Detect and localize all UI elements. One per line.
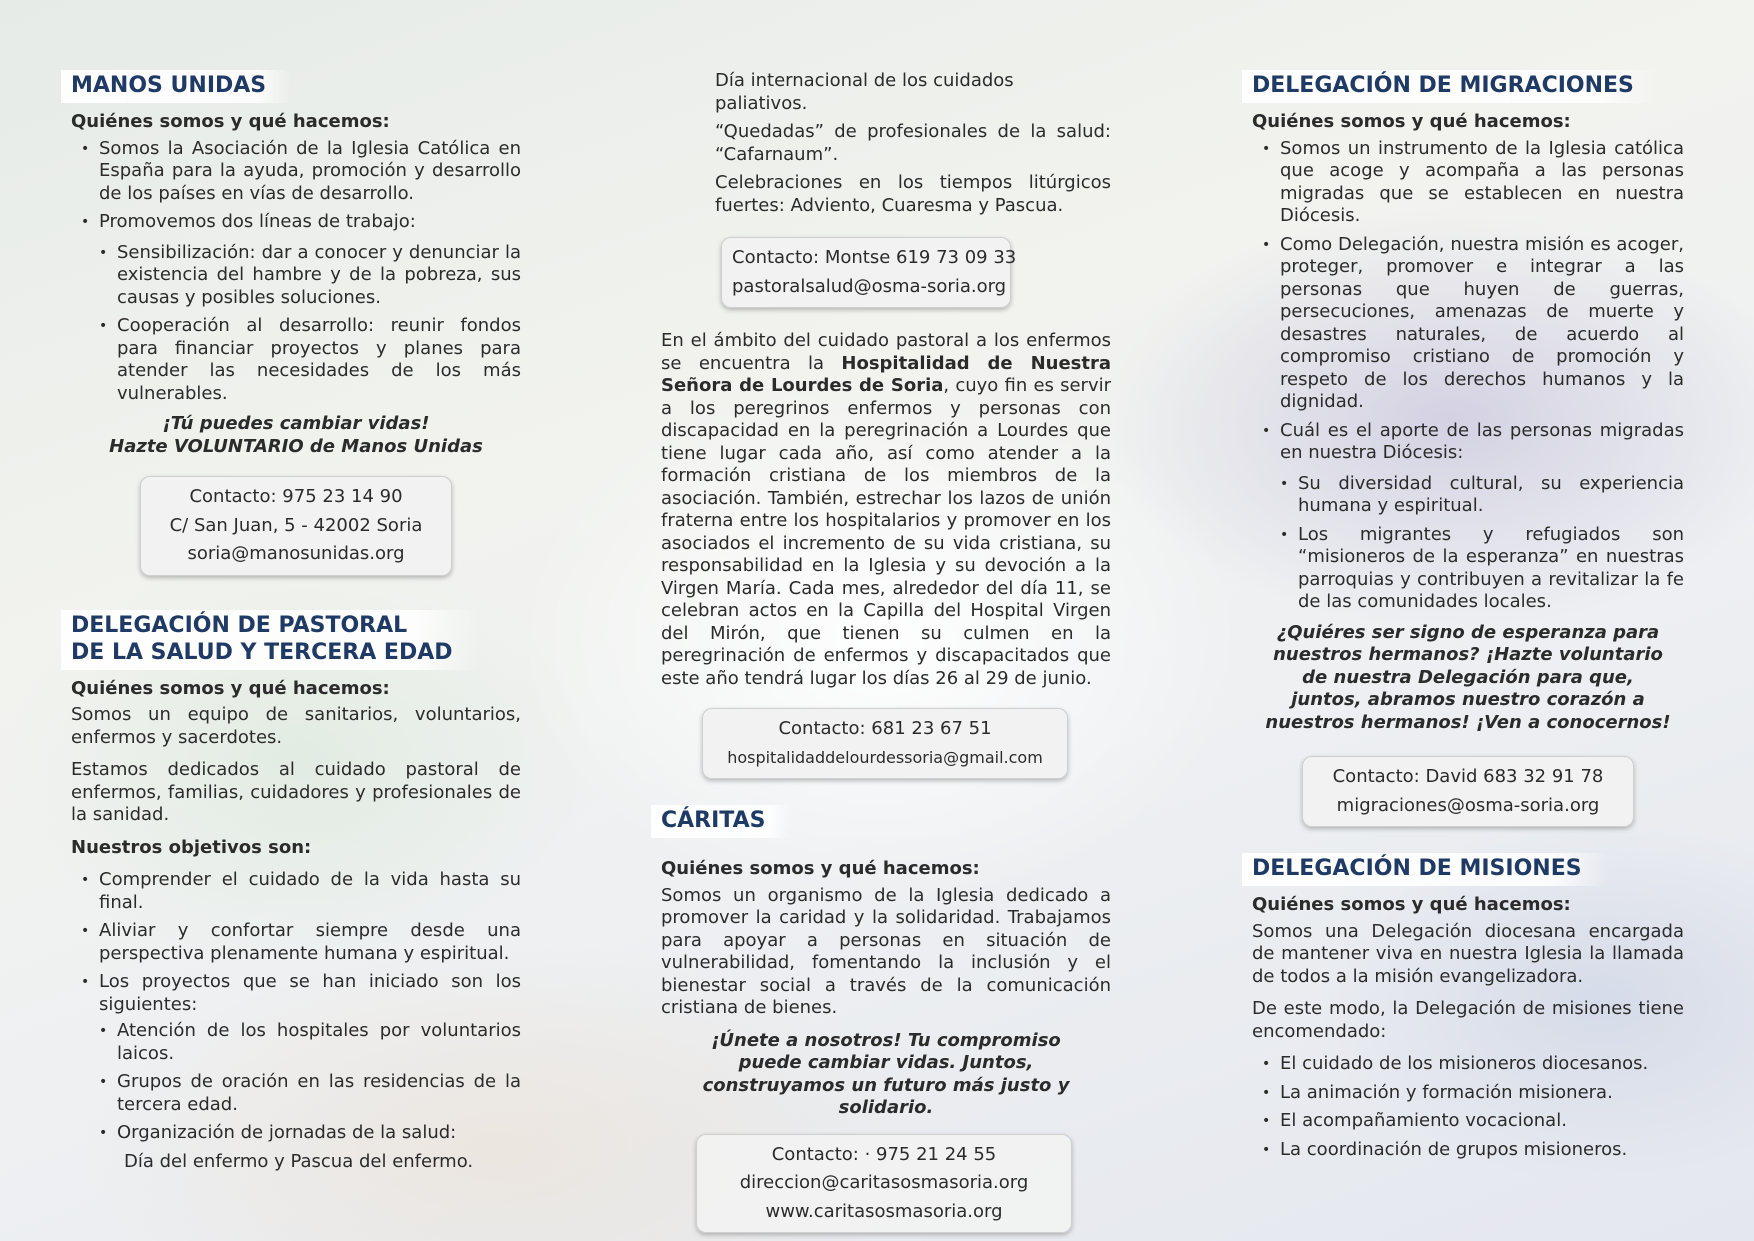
migraciones-slogan: ¿Quiéres ser signo de esperanza para nuestros hermanos? ¡Hazte voluntario de nuestra Delegación para que, juntos, abramos nuestro corazón a nuestros hermanos! ¡Ven a conocernos!	[1265, 621, 1671, 733]
list-item: • Organización de jornadas de la salud:	[71, 1122, 521, 1145]
event-line: “Quedadas” de profesionales de la salud: “Cafarnaum”.	[715, 121, 1111, 165]
section-subtitle: Quiénes somos y qué hacemos:	[1252, 111, 1571, 132]
title-line: DE LA SALUD Y TERCERA EDAD	[71, 639, 453, 665]
misiones-bullets	[1252, 1053, 1684, 1161]
manos-unidas-sub-bullets	[71, 242, 521, 406]
pastoral-bullets	[71, 869, 521, 1016]
section-title-pastoral-salud	[61, 610, 479, 670]
list-item: • Somos la Asociación de la Iglesia Católica en España para la ayuda, promoción y desarrollo de los países en vías de desarrollo.	[71, 138, 521, 206]
slogan-line: ¡Tú puedes cambiar vidas!	[162, 413, 430, 434]
pastoral-sub-bullets	[71, 1020, 521, 1145]
migraciones-bullets	[1252, 138, 1684, 465]
paragraph: Estamos dedicados al cuidado pastoral de enfermos, familias, cuidadores y profesionales de la sanidad.	[71, 759, 521, 825]
manos-unidas-slogan	[71, 413, 521, 458]
list-item: • Aliviar y confortar siempre desde una perspectiva plenamente humana y espiritual.	[71, 920, 521, 965]
text-span: En el ámbito del cuidado pastoral a los enfermos se encuentra la	[661, 330, 1111, 374]
section-title-misiones: DELEGACIÓN DE MISIONES	[1242, 853, 1608, 886]
list-item: • Cuál es el aporte de las personas migradas en nuestra Diócesis:	[1252, 420, 1684, 465]
list-item: • Promovemos dos líneas de trabajo:	[71, 211, 521, 234]
event-line: Día del enfermo y Pascua del enfermo.	[124, 1150, 474, 1172]
contact-website[interactable]: www.caritasosmasoria.org	[765, 1200, 1003, 1222]
list-item: • Su diversidad cultural, su experiencia humana y espiritual.	[1252, 473, 1684, 518]
event-line: Día internacional de los cuidados paliativos.	[715, 70, 1014, 114]
contact-address: C/ San Juan, 5 - 42002 Soria	[169, 514, 423, 536]
section-title-migraciones: DELEGACIÓN DE MIGRACIONES	[1242, 70, 1660, 103]
list-item: • El cuidado de los misioneros diocesanos.	[1252, 1053, 1684, 1076]
contact-email[interactable]: soria@manosunidas.org	[187, 543, 405, 564]
contact-phone: Contacto: 681 23 67 51	[778, 718, 992, 739]
title-line: DELEGACIÓN DE PASTORAL	[71, 612, 408, 638]
section-title-caritas: CÁRITAS	[651, 805, 791, 838]
contact-phone: Contacto: Montse 619 73 09 33	[732, 247, 1017, 268]
list-item: • Los proyectos que se han iniciado son los siguientes:	[71, 971, 521, 1016]
list-item: • Grupos de oración en las residencias de la tercera edad.	[71, 1071, 521, 1116]
list-item: • Sensibilización: dar a conocer y denunciar la existencia del hambre y de la pobreza, sus causas y posibles soluciones.	[71, 242, 521, 310]
contact-email[interactable]: direccion@caritasosmasoria.org	[739, 1172, 1029, 1193]
paragraph: De este modo, la Delegación de misiones tiene encomendado:	[1252, 998, 1684, 1042]
contact-email[interactable]: hospitalidaddelourdessoria@gmail.com	[727, 747, 1043, 767]
text-span: , cuyo fin es servir a los peregrinos enfermos y personas con discapacidad en la peregrinación a Lourdes que tiene lugar cada año, así como atender a la formación cristiana de los miembros de la asociación. También, estrechar los lazos de unión fraterna entre los hospitalarios y promover en los asociados el incremento de su vida cristiana, su responsabilidad en la Iglesia y su devoción a la Virgen María. Cada mes, alrededor del día 11, se celebran actos en la Capilla del Hospital Virgen del Mirón, que tienen su culmen en la peregrinación de enfermos y discapacitados que este año tendrá lugar los días 26 al 29 de junio.	[661, 375, 1111, 689]
contact-email[interactable]: migraciones@osma-soria.org	[1336, 794, 1600, 816]
objectives-label: Nuestros objetivos son:	[71, 836, 312, 858]
column-middle	[661, 70, 1111, 1233]
bold-span: Hospitalidad de Nuestra Señora de Lourdes de Soria	[661, 352, 1111, 396]
contact-box-pastoral-salud	[721, 237, 1017, 308]
list-item: • La coordinación de grupos misioneros.	[1252, 1139, 1684, 1162]
section-subtitle: Quiénes somos y qué hacemos:	[1252, 894, 1571, 915]
paragraph: Somos un equipo de sanitarios, voluntarios, enfermos y sacerdotes.	[71, 704, 521, 748]
column-left	[71, 70, 521, 1173]
list-item: • Cooperación al desarrollo: reunir fondos para financiar proyectos y planes para atender las necesidades de los más vulnerables.	[71, 315, 521, 405]
slogan-line: Hazte VOLUNTARIO de Manos Unidas	[109, 435, 483, 457]
contact-box-hospitalidad	[702, 708, 1068, 779]
manos-unidas-bullets	[71, 138, 521, 234]
contact-box-caritas	[696, 1134, 1072, 1234]
contact-box-manos-unidas	[140, 476, 452, 576]
migraciones-sub-bullets	[1252, 473, 1684, 614]
column-right	[1252, 70, 1684, 1169]
caritas-slogan: ¡Únete a nosotros! Tu compromiso puede cambiar vidas. Juntos, construyamos un futuro más justo y solidario.	[702, 1029, 1070, 1118]
list-item: • La animación y formación misionera.	[1252, 1082, 1684, 1105]
list-item: • Como Delegación, nuestra misión es acoger, proteger, promover e integrar a las personas que huyen de guerras, persecuciones, amenazas de muerte y desastres naturales, de acuerdo al compromiso cristiano de promoción y respeto de los derechos humanos y la dignidad.	[1252, 234, 1684, 414]
list-item: • Somos un instrumento de la Iglesia católica que acoge y acompaña a las personas migradas que se establecen en nuestra Diócesis.	[1252, 138, 1684, 228]
contact-box-migraciones	[1302, 756, 1634, 827]
event-line: Celebraciones en los tiempos litúrgicos fuertes: Adviento, Cuaresma y Pascua.	[715, 172, 1111, 216]
paragraph: Somos un organismo de la Iglesia dedicado a promover la caridad y la solidaridad. Trabajamos para apoyar a personas en situación de vulnerabilidad, fomentando la inclusión y el bienestar social a través de la comunicación cristiana de bienes.	[661, 884, 1111, 1018]
section-subtitle: Quiénes somos y qué hacemos:	[661, 858, 980, 879]
list-item: • Los migrantes y refugiados son “misioneros de la esperanza” en nuestras parroquias y contribuyen a revitalizar la fe de las comunidades locales.	[1252, 524, 1684, 614]
list-item: • Atención de los hospitales por voluntarios laicos.	[71, 1020, 521, 1065]
section-subtitle: Quiénes somos y qué hacemos:	[71, 111, 390, 132]
list-item: • Comprender el cuidado de la vida hasta su final.	[71, 869, 521, 914]
contact-phone: Contacto: David 683 32 91 78	[1332, 766, 1604, 787]
contact-email[interactable]: pastoralsalud@osma-soria.org	[732, 275, 1007, 297]
contact-phone: Contacto: 975 23 14 90	[189, 486, 403, 507]
contact-phone: Contacto: · 975 21 24 55	[771, 1143, 997, 1165]
paragraph: Somos una Delegación diocesana encargada de mantener viva en nuestra Iglesia la llamada de todos a la misión evangelizadora.	[1252, 920, 1684, 987]
hospitalidad-paragraph	[661, 330, 1111, 690]
section-subtitle: Quiénes somos y qué hacemos:	[71, 677, 390, 699]
list-item: • El acompañamiento vocacional.	[1252, 1110, 1684, 1133]
section-title-manos-unidas: MANOS UNIDAS	[61, 70, 292, 103]
